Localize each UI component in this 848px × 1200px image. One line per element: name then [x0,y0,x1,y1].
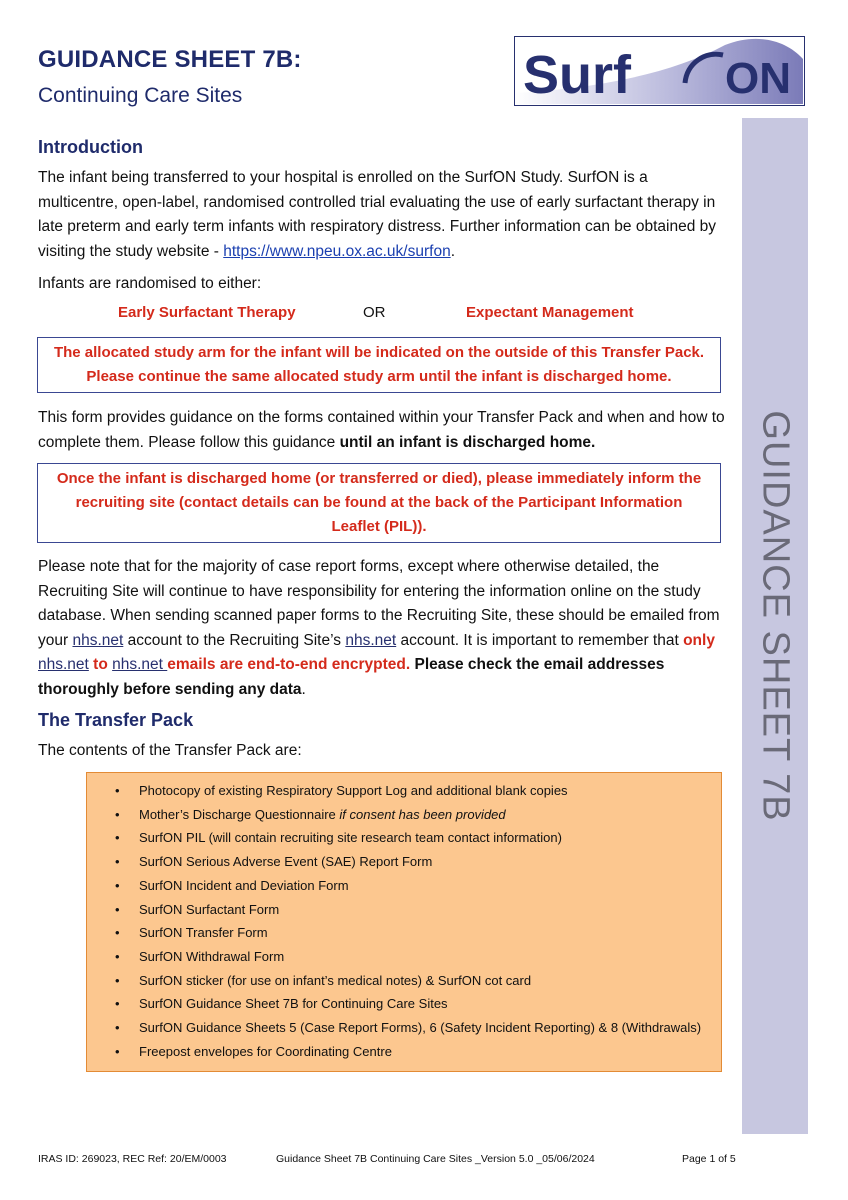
discharge-notice: Once the infant is discharged home (or transferred or died), please immediately inform the recruiting site (contact details can be found at the back of the Participant Information Leaflet (PIL)). [37,463,721,543]
study-website-link[interactable]: https://www.npeu.ox.ac.uk/surfon [223,242,451,260]
list-item: • SurfON PIL (will contain recruiting site research team contact information) [115,830,562,846]
list-item: • SurfON Surfactant Form [115,901,280,917]
transfer-pack-contents-box [86,772,722,1072]
allocated-arm-notice [37,337,721,393]
list-item: • SurfON Guidance Sheets 5 (Case Report Forms), 6 (Safety Incident Reporting) & 8 (Withdrawals) [115,1020,702,1036]
logo-surf-text: Surf [523,45,631,104]
list-item: • SurfON Transfer Form [115,925,268,941]
transfer-pack-heading: The Transfer Pack [38,710,194,730]
list-item: • Photocopy of existing Respiratory Support Log and additional blank copies [115,783,568,798]
notice-line-2: Please continue the same allocated study arm until the infant is discharged home. [86,368,672,385]
document-subtitle: Continuing Care Sites [38,84,243,107]
nhs-net-link-2[interactable]: nhs.net [345,631,397,649]
footer-page-number: Page 1 of 5 [682,1153,736,1165]
list-item: • Freepost envelopes for Coordinating Centre [115,1043,392,1059]
intro-paragraph: The infant being transferred to your hospital is enrolled on the SurfON Study. SurfON is a multicentre, open-label, randomised controlled trial evaluating the use of early surfactant therapy in late preterm and early term infants with respiratory distress. Further information can be obtained by visiting the study website - https://www.npeu.ox.ac.uk/surfon. [38,169,717,260]
introduction-heading: Introduction [38,137,143,157]
study-arms-row [0,304,740,328]
arm-early-surfactant: Early Surfactant Therapy [118,304,296,321]
list-item: • SurfON sticker (for use on infant’s medical notes) & SurfON cot card [115,972,532,988]
list-item: • SurfON Serious Adverse Event (SAE) Report Form [115,854,433,870]
arm-expectant-management: Expectant Management [466,304,634,321]
list-item: • Mother’s Discharge Questionnaire if consent has been provided [115,806,506,822]
transfer-pack-intro: The contents of the Transfer Pack are: [38,742,302,759]
footer-iras-ref: IRAS ID: 269023, REC Ref: 20/EM/0003 [38,1153,227,1165]
footer-version: Guidance Sheet 7B Continuing Care Sites _Version 5.0 _05/06/2024 [276,1153,595,1165]
list-item: • SurfON Withdrawal Form [115,948,285,964]
randomised-text: Infants are randomised to either: [38,275,262,292]
list-item: • SurfON Guidance Sheet 7B for Continuing Care Sites [115,996,448,1012]
email-paragraph: Please note that for the majority of case report forms, except where otherwise detailed, the Recruiting Site will continue to have responsibility for entering the information online on the study database. When sending scanned paper forms to the Recruiting Site, these should be emailed from your nhs.net account to the Recruiting Site’s nhs.net account. It is important to remember that only nhs.net to nhs.net emails are end-to-end encrypted. Please check the email addresses thoroughly before sending any data. [38,558,720,698]
list-item: • SurfON Incident and Deviation Form [115,877,349,893]
nhs-net-link-4[interactable]: nhs.net [112,656,168,673]
transfer-pack-list [87,773,721,1063]
surfon-logo [514,36,805,106]
guidance-paragraph: This form provides guidance on the forms contained within your Transfer Pack and when and how to complete them. Please follow this guidance until an infant is discharged home. [38,409,725,451]
arm-or-text: OR [363,304,386,321]
notice-line-1: The allocated study arm for the infant will be indicated on the outside of this Transfer Pack. [53,344,705,361]
nhs-net-link-3[interactable]: nhs.net [38,656,89,673]
document-title: GUIDANCE SHEET 7B: [38,46,302,73]
logo-on-text: ON [725,54,791,103]
sidebar-vertical-title: GUIDANCE SHEET 7B [754,410,797,822]
nhs-net-link-1[interactable]: nhs.net [72,631,124,649]
